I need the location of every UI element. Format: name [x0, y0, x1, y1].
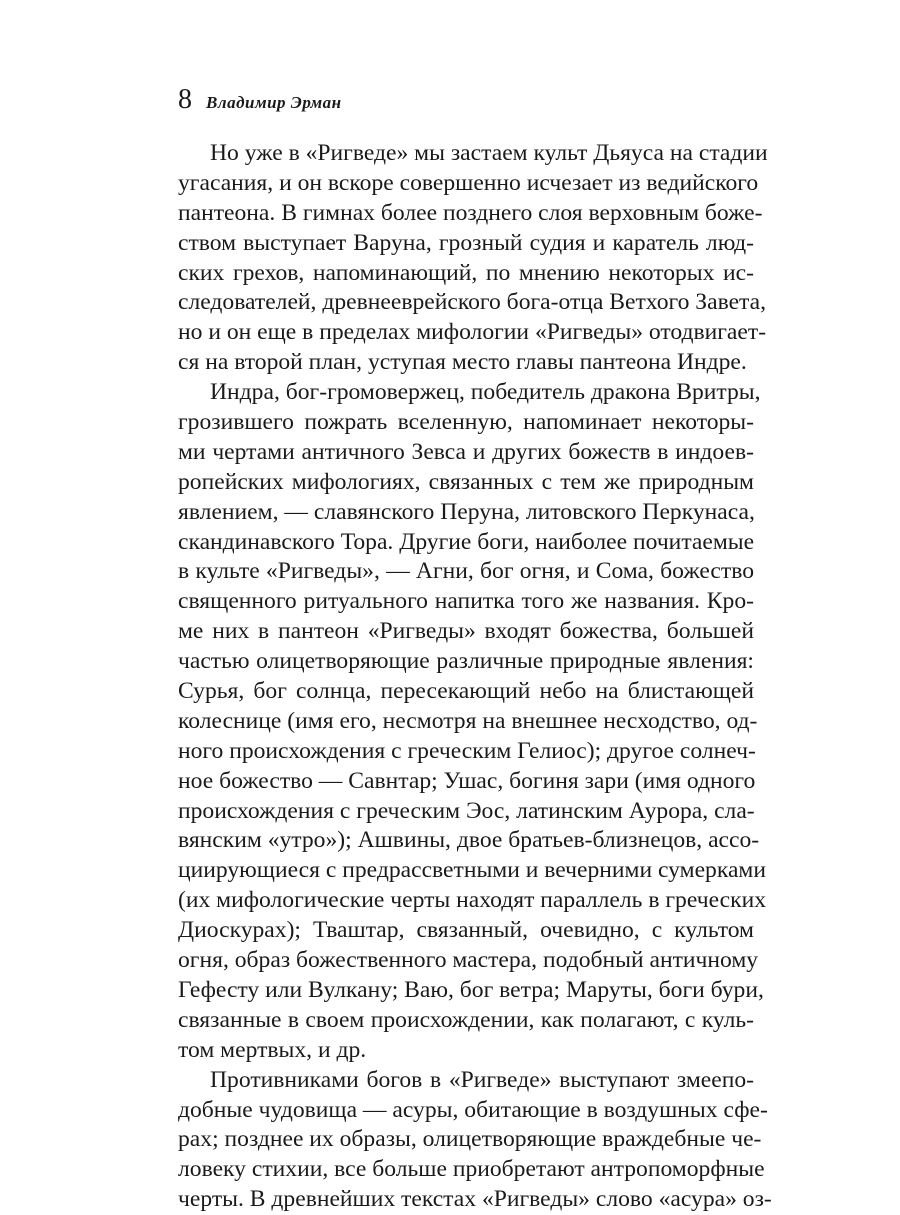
running-title-author: Владимир Эрман	[206, 93, 342, 112]
text-line: ми чертами античного Зевса и других божеств в индоев-	[178, 438, 754, 465]
text-line: ловеку стихии, все больше приобретают антропоморфные	[178, 1156, 765, 1183]
text-line: ся на второй план, уступая место главы пантеона Индре.	[178, 349, 747, 376]
text-line: связанные в своем происхождении, как полагают, с куль-	[178, 1006, 754, 1033]
text-line: угасания, и он вскоре совершенно исчезает из ведийского	[178, 169, 759, 196]
text-line: том мертвых, и др.	[178, 1036, 367, 1063]
text-line: ное божество — Савнтар; Ушас, богиня зари (имя одного	[178, 767, 756, 794]
text-line: но и он еще в пределах мифологии «Ригведы» отодвигает-	[178, 319, 767, 346]
text-line: огня, образ божественного мастера, подобный античному	[178, 947, 759, 974]
body-text	[178, 139, 772, 1215]
text-line: Диоскурах); Тваштар, связанный, очевидно, с культом	[178, 917, 754, 944]
paragraph	[178, 378, 767, 1065]
text-line: вянским «утро»); Ашвины, двое братьев-близнецов, ассо-	[178, 827, 760, 854]
text-line: следователей, древнееврейского бога-отца Ветхого Завета,	[178, 289, 767, 316]
text-line: черты. В древнейших текстах «Ригведы» слово «асура» оз-	[178, 1186, 772, 1213]
text-line: в культе «Ригведы», — Агни, бог огня, и Сома, божество	[178, 558, 754, 585]
paragraph	[178, 139, 768, 378]
text-line: грозившего пожрать вселенную, напоминает некоторы-	[178, 409, 754, 436]
text-line: пантеона. В гимнах более позднего слоя верховным боже-	[178, 199, 763, 226]
text-line: Но уже в «Ригведе» мы застаем культ Дьяуса на стадии	[210, 140, 768, 166]
text-line: Сурья, бог солнца, пересекающий небо на блистающей	[178, 678, 754, 705]
running-head	[178, 86, 342, 114]
text-line: (их мифологические черты находят параллель в греческих	[178, 887, 767, 914]
text-line: ме них в пантеон «Ригведы» входят божества, большей	[178, 618, 754, 645]
text-line: происхождения с греческим Эос, латинским Аурора, сла-	[178, 797, 755, 824]
paragraph	[178, 1066, 772, 1215]
text-line: ством выступает Варуна, грозный судия и каратель люд-	[178, 229, 754, 256]
text-line: частью олицетворяющие различные природные явления:	[178, 648, 754, 675]
text-line: ских грехов, напоминающий, по мнению некоторых ис-	[178, 259, 754, 286]
text-line: Гефесту или Вулкану; Ваю, бог ветра; Маруты, боги бури,	[178, 976, 764, 1003]
text-line: Противниками богов в «Ригведе» выступают змеепо-	[210, 1066, 754, 1093]
text-line: колеснице (имя его, несмотря на внешнее несходство, од-	[178, 707, 758, 734]
text-line: скандинавского Тора. Другие боги, наиболее почитаемые	[178, 528, 755, 555]
text-line: рах; позднее их образы, олицетворяющие враждебные че-	[178, 1126, 762, 1153]
text-line: ропейских мифологиях, связанных с тем же природным	[178, 468, 754, 495]
text-line: добные чудовища — асуры, обитающие в воздушных сфе-	[178, 1096, 768, 1123]
text-line: ного происхождения с греческим Гелиос); другое солнеч-	[178, 737, 756, 764]
text-line: циирующиеся с предрассветными и вечерними сумерками	[178, 857, 766, 884]
text-line: явлением, — славянского Перуна, литовского Перкунаса,	[178, 498, 755, 525]
page-number: 8	[178, 84, 192, 115]
text-line: Индра, бог-громовержец, победитель дракона Вритры,	[210, 379, 761, 406]
text-line: священного ритуального напитка того же названия. Кро-	[178, 588, 754, 615]
